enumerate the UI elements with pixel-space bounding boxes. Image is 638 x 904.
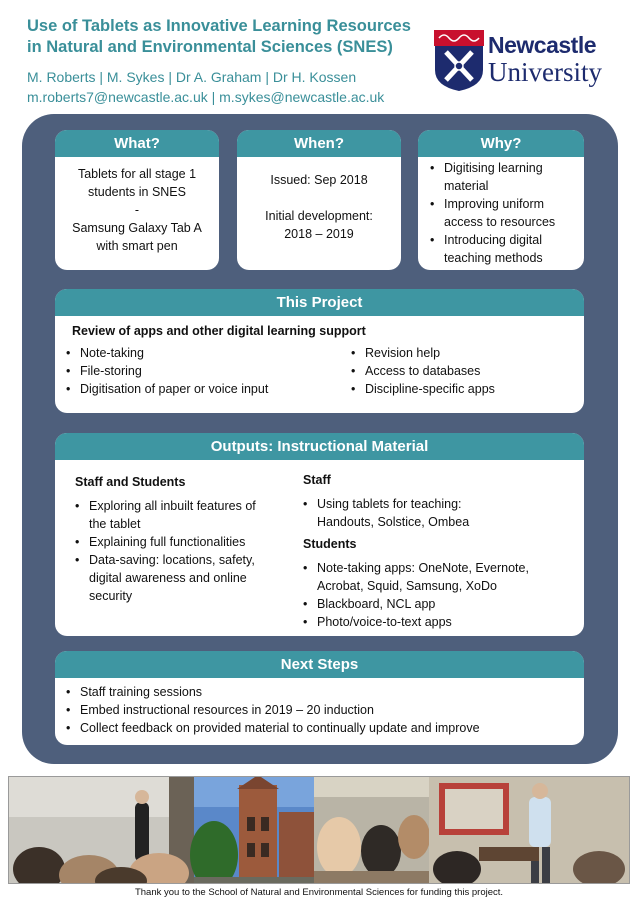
what-body [55, 157, 219, 255]
seminar-photo [429, 777, 630, 884]
what-line: with smart pen [96, 239, 178, 253]
photo-collage [9, 777, 630, 884]
outputs-item: • Photo/voice-to-text apps [303, 613, 579, 631]
outputs-left [75, 473, 295, 605]
footer-acknowledgement: Thank you to the School of Natural and Environmental Sciences for funding this project. [134, 887, 504, 898]
next-step-item: • Staff training sessions [66, 683, 480, 701]
project-item: • Revision help [351, 344, 495, 362]
outputs-card [55, 433, 584, 636]
what-line: Tablets for all stage 1 [77, 167, 197, 181]
poster-title [27, 16, 437, 58]
what-line: Samsung Galaxy Tab A [72, 221, 202, 235]
university-crest-icon [434, 30, 484, 92]
when-dev-label: Initial development: [265, 209, 373, 223]
building-photo [190, 777, 314, 884]
why-item: • Improving uniform access to resources [430, 195, 578, 231]
project-item: • Note-taking [66, 344, 268, 362]
next-steps-list [66, 683, 480, 737]
outputs-item: • Note-taking apps: OneNote, Evernote, Acrobat, Squid, Samsung, XoDo [303, 559, 579, 595]
next-step-item: • Embed instructional resources in 2019 – 20 induction [66, 701, 480, 719]
why-card [418, 130, 584, 270]
what-heading: What? [55, 130, 219, 157]
outputs-item: • Explaining full functionalities [75, 533, 295, 551]
logo-wordmark-line1: Newcastle [488, 32, 597, 58]
project-item: • File-storing [66, 362, 268, 380]
when-card [237, 130, 401, 270]
why-item: • Introducing digital teaching methods [430, 231, 578, 267]
photo-strip [8, 776, 630, 884]
project-subheading: Review of apps and other digital learning support [72, 324, 366, 338]
when-issued: Issued: Sep 2018 [270, 173, 368, 187]
next-steps-heading: Next Steps [55, 651, 584, 678]
next-step-item: • Collect feedback on provided material to continually update and improve [66, 719, 480, 737]
poster-title-line2: in Natural and Environmental Sciences (SNES) [27, 38, 393, 56]
authors: M. Roberts | M. Sykes | Dr A. Graham | Dr H. Kossen [27, 69, 357, 85]
when-body [237, 157, 401, 243]
outputs-item: • Exploring all inbuilt features of the tablet [75, 497, 295, 533]
newcastle-university-logo [434, 30, 612, 92]
outputs-students-subheading: Students [303, 537, 357, 551]
outputs-staff-subheading: Staff [303, 473, 331, 487]
outputs-item: • Using tablets for teaching: Handouts, Solstice, Ombea [303, 495, 579, 531]
next-steps-card [55, 651, 584, 745]
project-item: • Access to databases [351, 362, 495, 380]
outputs-left-subheading: Staff and Students [75, 475, 186, 489]
when-dev-years: 2018 – 2019 [284, 227, 354, 241]
project-item: • Digitisation of paper or voice input [66, 380, 268, 398]
project-right-list [351, 344, 495, 398]
outputs-item: • Blackboard, NCL app [303, 595, 579, 613]
lecture-photo [9, 777, 194, 884]
why-body [418, 157, 584, 267]
why-heading: Why? [418, 130, 584, 157]
project-card [55, 289, 584, 413]
when-heading: When? [237, 130, 401, 157]
outputs-right [303, 471, 579, 631]
poster-title-line1: Use of Tablets as Innovative Learning Resources [27, 17, 411, 35]
why-item: • Digitising learning material [430, 159, 578, 195]
what-line: - [134, 203, 140, 217]
project-left-list [66, 344, 268, 398]
outputs-item: • Data-saving: locations, safety, digital awareness and online security [75, 551, 295, 605]
classroom-photo [314, 777, 430, 884]
what-card [55, 130, 219, 270]
author-emails: m.roberts7@newcastle.ac.uk | m.sykes@newcastle.ac.uk [27, 89, 385, 105]
project-item: • Discipline-specific apps [351, 380, 495, 398]
what-line: students in SNES [88, 185, 186, 199]
outputs-heading: Outputs: Instructional Material [55, 433, 584, 460]
logo-wordmark-line2: University [488, 57, 602, 87]
project-heading: This Project [55, 289, 584, 316]
